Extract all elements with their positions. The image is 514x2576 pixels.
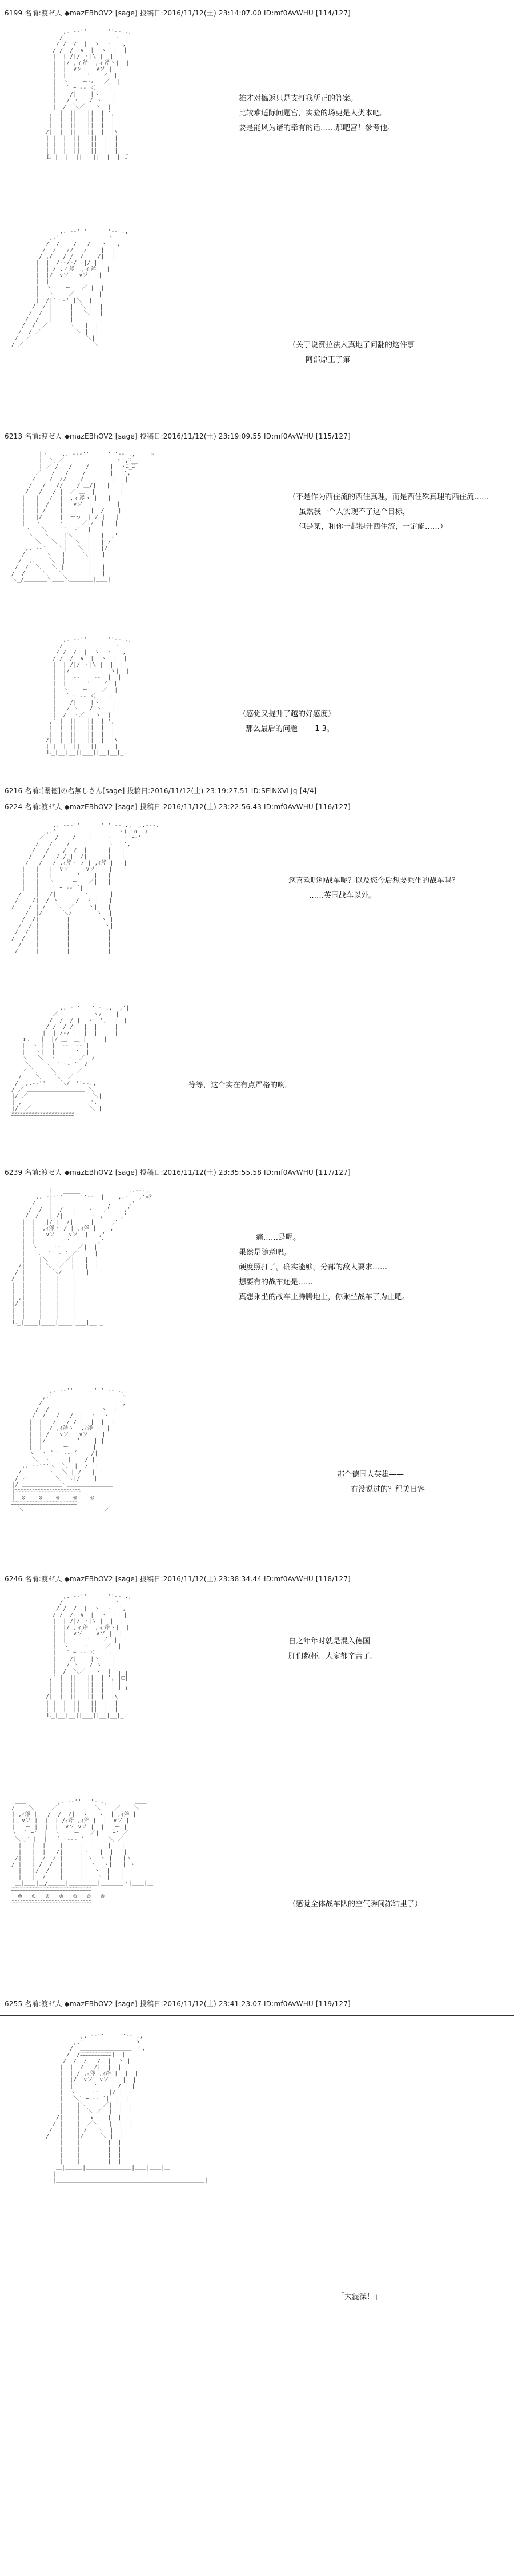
dialogue-line: （感觉又提升了越的好感度） (239, 710, 336, 718)
dialogue-line: 痛……是呢。 (256, 1233, 301, 1242)
post-header: 6239 名前:渡ゼ人 ◆mazEBhOV2 [sage] 投稿日:2016/11/12(土) 23:35:55.58 ID:mf0AvWHU [117/127] (5, 1168, 351, 1176)
dialogue-line: 那个德国人英雄—— (337, 1470, 404, 1479)
dialogue-line: 那么最后的问题—— 1 3。 (246, 725, 334, 733)
dialogue-line: （关于说赞拉法入真地了问翻的这件事 (288, 341, 415, 349)
post-header: 6216 名前:[關德]の名無しさん[sage] 投稿日:2016/11/12(土) 23:19:27.51 ID:SEiNXVLJq [4/4] (5, 787, 317, 795)
dialogue-line: 有没说过的？程美日客 (351, 1485, 425, 1494)
dialogue-line: 比较难适际问题宫，实验的场更是人类本吧。 (239, 109, 388, 118)
dialogue-line: 肝们数杯。大家都辛苦了。 (288, 1652, 378, 1661)
dialogue-line: 要是能风为诸的牵有的话……那吧宫！参考他。 (239, 124, 395, 132)
dialogue-block (337, 2290, 382, 2305)
ascii-art-character: ,. -‐''￣￣￣ ''‐- ., / ヽ / / / | ヽ ヽ ', / / / ∧ | ヽ | | | | /|/ ヽ|\ | | | | |/ ＿＿ ＿＿ ヽ| | | | ‐‐ ‐‐ | | | | ' ｲ | | ヽ ー ／ | | ` ｰ -‐ ＜ | | /| |ヽ | | / ヽ / ヽ | | / ＼／ ヽ | ,′ | || || | ', | | || || | | | | || || | | /| | || || | |\ | | | || || | | | Ｌ_|__|__||___||__|__|_Ｊ (46, 637, 132, 756)
dialogue-line: 等等，这个实在有点严格的啊。 (188, 1081, 293, 1090)
dialogue-line: 自之年年时就是混入德国 (288, 1637, 371, 1646)
ascii-art-character: ,. -‐'''￣￣￣''‐- ., ,.' ヽ / / / / ヽ ', / / // /| | | / ,/ / / / | /| | | | /-‐/-/ |/ | | | | / ,ィ斧 ,ィ斧| | | |/ ∨ソ ∨ソ| | | | ' | | | ヽ ー ／ | | | ＼ ／ | | | /|` ｰ‐' |＼ | | / / | | ＼ | | / / | | ＼| | / / | | | | / / ／ ＼ | | / / ／ ＼ | | / ／ ＼| / ／ ＼ (11, 228, 128, 348)
dialogue-line: 但是某，和你一起提升西住流，一定能……） (299, 523, 448, 531)
ascii-art-character: ,. -‐'''￣￣￣''''‐- ., ,.' ヽ / ＿＿＿＿＿＿＿＿＿＿＿ ', / / ヽ | / / / / | ヽ ヽ | | | / / / | | | | | | / ,ｨ斧ヽ ,ｨ斧 | | | | / ∨ソ ∨ソ | | | |/ ' | | | | ー || ヽ ヽ ` ｰ -‐ ´ /| ＼ ＼ | / | ,. -‐'''＼ ＼ | / | / ＿＿＿＼ ＼ | / | / ／ ＼ ＼|/ | |/ ＿＿＿＿＿＿＿＼＿＿＿＿＿＿＿＿ |ﾆﾆﾆﾆﾆﾆﾆﾆﾆﾆﾆﾆﾆﾆﾆﾆﾆﾆﾆﾆﾆﾆﾆ | ◎ ◎ ◎ ◎ ◎ ﾆﾆﾆﾆﾆﾆﾆﾆﾆﾆﾆﾆﾆﾆﾆﾆﾆﾆﾆﾆﾆﾆﾆ ＼＿＿＿＿＿＿＿＿＿＿＿＿＿＿／ (11, 1388, 127, 1513)
dialogue-line: 「大混澡！」 (337, 2293, 382, 2301)
dialogue-line: ……英国战车以外。 (309, 891, 376, 900)
ascii-art-character: | | ,.-‐-, ,. -|‐''￣￣￣''‐- | ,.-' ,'=ﾃ / | | ,' ,' / / | / | ヽ | ,' ,' / / | /| | ヽ|,' ,' | | |/ | /| | ,' | | ,ｨ斧ヽ / | ,ｨ斧 | ,' | | ∨ソ ∨ソ | ,' | | ' | ,' | ヽ ー ／| | | ＼ ` ｰ‐ ´ ／ | | | |＼ ／| | | /| | ＼ ／ | | | / | | ＼/ | | | / | | | | | | | | | | | | | | | | | | | | | ,| | | | | | |/ | | | | | | | | | | | | | | | | | | | | Ｌ_|____|____|____|___|__|_ (11, 1188, 152, 1326)
divider (0, 2015, 514, 2016)
ascii-art-character: |ヽ ,. -‐‐'''￣￣''''‐- ., ＿ﾚ_ | ＼ ／ ヽ ,ﾆ__ | ／ / / / | | ヽﾆ_ﾆ ／ / / / | | ', / / // / | | | / / // / ＿/| | | / / / | ／ ＿ | | | | | / | ,ィ斧ヽ | | | | | / | ∨ソ | | | | | / | | /| | | |/ | ーっ | / | | | ヽ ヽ ／|/ | | ヽ ＼ ` ｰ‐' | | | ＼ ＼ |＼ | | ,' ＼ ＼ | ＼ | | / ,. -‐＼ ＼| ＼ | |/ / ＼ | ＼| | / ,. ＼ | | | / / ＼ ＼ | | | / / ＼ ＼ | | ＼_/＿＿＿＿＼＿＿＼＿＿＿＿|＿＿| (11, 451, 158, 583)
dialogue-line: 虽然我一个人实现不了这个目标， (299, 508, 411, 516)
dialogue-block (337, 1468, 425, 1497)
ascii-art-character: ,. -‐''￣￣￣ ''‐- ., / ヽ / / / | ヽ ヽ ', / / / ∧ | ヽ | | | | /|/ ヽ|\ | | | | |/ ,ィ斧 ,ィ斧ヽ| | | | ∨ソ ∨ソ | | | | ' ｲ | | ヽ ー ／ | | ` ｰ -‐ ＜ | | /| |ヽ | | / ヽ / ヽ | | / ＼／ ヽ | ┌─┐ ,′ | || || | ', │□│ | | || || | | │ │ | | || || | | └─┘ /| | || || | |\ | | | || || | | | | | | || || | | | Ｌ_|__|__||___||__|__|_Ｊ (46, 1593, 132, 1719)
dialogue-line: （不是作为西住流的西住真理，而是西住殊真理的西住流…… (288, 493, 489, 501)
dialogue-line: 想要有的战车还是…… (239, 1278, 314, 1287)
dialogue-block (239, 707, 335, 737)
dialogue-line: （感觉全体战车队的空气瞬间冻结里了） (288, 1900, 423, 1908)
dialogue-block (239, 1231, 409, 1305)
dialogue-block (239, 91, 395, 136)
dialogue-line: 硬度照打了。确实能够。分部的敌人要求…… (239, 1263, 388, 1272)
post-header: 6255 名前:渡ゼ人 ◆mazEBhOV2 [sage] 投稿日:2016/11/12(土) 23:41:23.07 ID:mf0AvWHU [119/127] (5, 2000, 351, 2008)
dialogue-block (288, 338, 415, 368)
dialogue-line: 果然是随意吧。 (239, 1248, 291, 1257)
ascii-art-character: ,. -‐'''￣￣''‐- ., ,.' ヽ / ＿＿＿＿＿＿＿＿＿ ', / /ﾆﾆﾆﾆﾆﾆﾆﾆﾆﾆﾆ| | / / / / | ヽ | | | | / /| | | | | | | / ,ｨ斧 ,ｨ斧 | | | | |/ ∨ソ ∨ソ | | | | | ' | /| | | ヽ ー |/ | | | ＼` ｰ -‐ ´| | | | |＼ ／| | | | | ＼ ／ | | | /| | ∨ | | | / | | ／＼ | | | / | | / ＼ | | | / | |/ ＼ | | | | | | | | | | | | | | | | | | | | | | | ＿|＿＿＿|＿＿＿＿＿＿＿＿|＿＿|＿＿|＿ | | |＿＿＿＿＿＿＿＿＿＿＿＿＿＿＿＿＿＿＿＿＿＿＿＿＿＿| (46, 2033, 208, 2184)
dialogue-block (288, 1634, 378, 1664)
post-header: 6246 名前:渡ゼ人 ◆mazEBhOV2 [sage] 投稿日:2016/11/12(土) 23:38:34.44 ID:mf0AvWHU [118/127] (5, 1575, 351, 1583)
dialogue-block (288, 1897, 422, 1912)
dialogue-block (188, 1078, 292, 1093)
ascii-art-character: ,. -‐''￣￣￣ ''‐- ., / ヽ / / / | ヽ ヽ ', / / / ∧ | ヽ | | | | /|/ ヽ|\ | | | | |/ ,ィ斧 ,ィ斧ヽ| | | | ∨ソ ∨ソ | | | | ' ｲ | | ヽ ーっ ／ | | ` ｰ -‐ ＜ | | /| |ヽ | | / ヽ / ヽ | | / ＼／ ヽ | ,′ | || || | ', | | || || | | | | || || | | /| | || || | |\ | | | || || | | | | | | || || | | | | | | || || | | | Ｌ_|__|__||___||__|__|_Ｊ (46, 29, 132, 160)
dialogue-block (288, 490, 489, 535)
ascii-art-character: ,. -‐‐'''￣￣￣''''‐- ., ,.-‐-. ,.' ヽ( o ) ／ / / | ヽ ヽ`ｰ‐' / / / | ヽ ', / / / / | | | / / / / | /| | | | / / / ,ｨ斧ヽ / | ,ｨ斧 | | | | | ∨ソ ∨ソ| | | | | ' | | | | ヽ ー ／| | | | ` ｰ -‐ ´| | | / | /| |ヽ | | / /| / ヽ / ヽ | | / / | / ＼ ／ ヽ| | / |/ ＼/ ヽ | / /| | ヽ | / / | | ヽ| / / | | | / / | | | / | | | / | | | (11, 822, 159, 954)
dialogue-line: 阿部原王了第 (306, 356, 351, 364)
dialogue-line: 您喜欢哪种战车呢？以及您今后想要乘坐的战车吗？ (288, 877, 460, 885)
dialogue-line: 雄才对搞返只是支打我所正的答案。 (239, 94, 358, 103)
post-header: 6213 名前:渡ゼ人 ◆mazEBhOV2 [sage] 投稿日:2016/11/12(土) 23:19:09.55 ID:mf0AvWHU [115/127] (5, 432, 351, 440)
post-header: 6224 名前:渡ゼ人 ◆mazEBhOV2 [sage] 投稿日:2016/11/12(土) 23:22:56.43 ID:mf0AvWHU [116/127] (5, 803, 351, 811)
ascii-art-character: ,. ‐''￣￣''‐ ., ,'| ／ ヽ/ | | / / / | ヽ ', | | / / / /| | | | | | | /-/ | | | | | ｒ､ | |/ ＿ ＿ | | | | ヽ | | ‐‐ ‐‐ | | | ヽ| | ' | | ヽ ＼ ヽ ー ／ / ＼ ＼ ` ｰ‐ ´ / ／ ＼ ＼ ／ / ＼ ＼ ／ / ,.-‐''￣￣ ＼/￣''‐-., / ／ ＿＿＿＿＿＿＿＿＿＿ ＼ |/ ／ ＼| | ,′ ＿＿＿＿＿＿＿＿＿ ', |/ ／ ＼ | ﾆﾆﾆﾆﾆﾆﾆﾆﾆﾆﾆﾆﾆﾆﾆﾆﾆﾆﾆﾆﾆﾆ (11, 1005, 130, 1118)
dialogue-block (288, 874, 459, 903)
ascii-art-group: ＿＿ ,. -‐''￣''‐ ., ＿＿ / ＼ ／ ＼ ／ ＼ | ,ｨ斧 | / / /| ヽ ヽ | ,ｨ斧 | | ∨ソ | | | /ｨ斧 ,ｨ斧 | | ∨ソ | | ー | | | ∨ソ ∨ソ | | ー | ヽ ` ｰ' | ヽ ー ／| ` ｰ' ／ ＼ ／ | | ` ｰ‐‐‐ ´ | | ＼ ／ | | | | | | | | | | | /| |ヽ | | | /| | / / | | ヽ ヽ | |ヽ / | | / / | | ヽ ヽ| | ヽ | |/ / | | ヽ | | | | / | | ヽ | | ＿|＿＿|＿/＿＿＿|＿＿＿＿＿|＿＿＿＿ヽ|＿＿|＿ ﾆﾆﾆﾆﾆﾆﾆﾆﾆﾆﾆﾆﾆﾆﾆﾆﾆﾆﾆﾆﾆﾆﾆﾆﾆﾆﾆﾆ ◎ ◎ ◎ ◎ ◎ ◎ ◎ ﾆﾆﾆﾆﾆﾆﾆﾆﾆﾆﾆﾆﾆﾆﾆﾆﾆﾆﾆﾆﾆﾆﾆﾆﾆﾆﾆﾆ (11, 1799, 154, 1906)
dialogue-line: 真想乘坐的战车上腾腾地上，你乘坐战车了为止吧。 (239, 1293, 410, 1301)
post-header: 6199 名前:渡ゼ人 ◆mazEBhOV2 [sage] 投稿日:2016/11/12(土) 23:14:07.00 ID:mf0AvWHU [114/127] (5, 9, 351, 17)
